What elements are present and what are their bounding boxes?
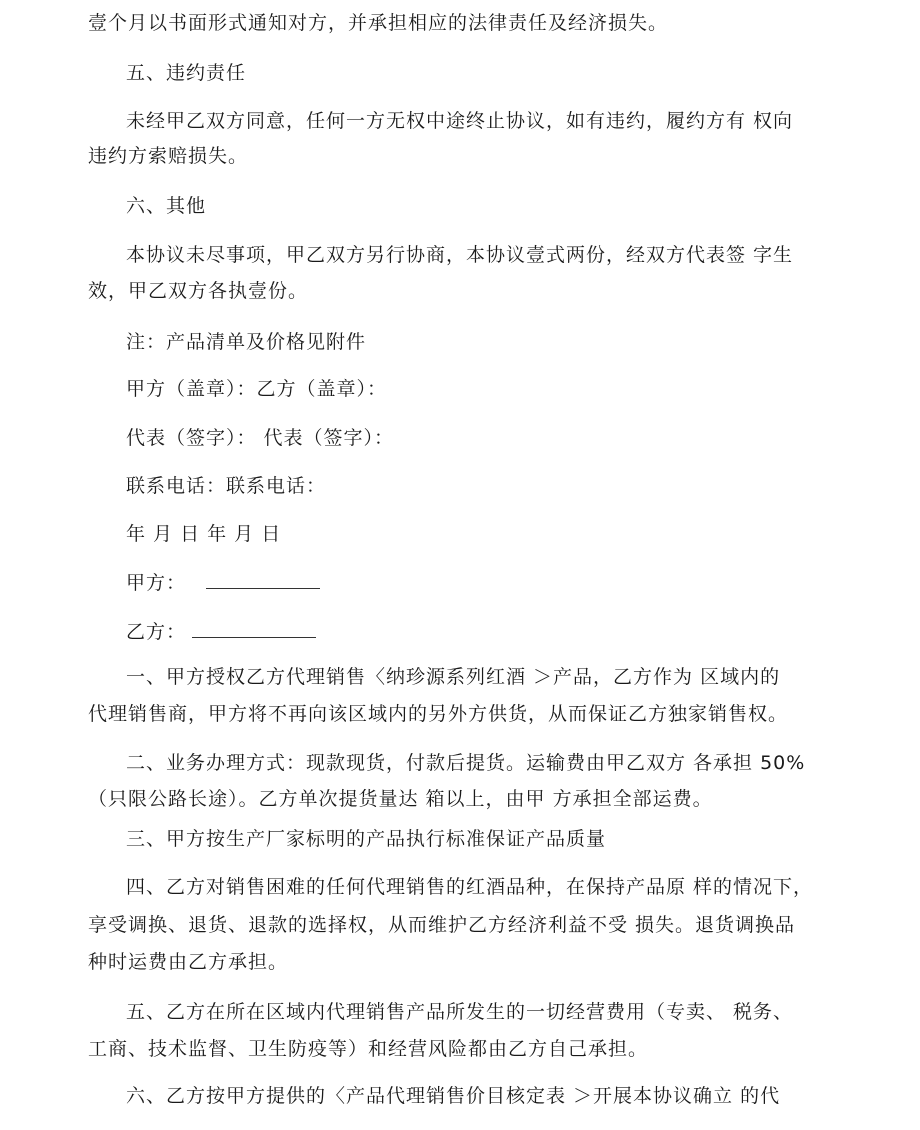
text-line: 效，甲乙双方各执壹份。 [88,280,309,302]
party-b-label: 乙方： [126,621,187,643]
text-line: 一、甲方授权乙方代理销售〈纳珍源系列红酒 ＞产品，乙方作为 区域内的 [126,666,781,688]
text-line: 未经甲乙双方同意，任何一方无权中途终止协议，如有违约，履约方有 权向 [126,110,794,132]
text-line: 壹个月以书面形式通知对方，并承担相应的法律责任及经济损失。 [88,12,669,34]
party-a-label: 甲方： [126,572,187,594]
note-line: 注：产品清单及价格见附件 [126,331,367,353]
text-line: 本协议未尽事项，甲乙双方另行协商，本协议壹式两份，经双方代表签 字生 [126,244,794,266]
date-line: 年 月 日 年 月 日 [126,523,282,545]
text-line: 五、乙方在所在区域内代理销售产品所发生的一切经营费用（专卖、 税务、 [126,1001,794,1023]
party-a-line [126,572,320,593]
seal-line: 甲方（盖章）：乙方（盖章）： [126,378,388,400]
phone-line: 联系电话：联系电话： [126,475,327,497]
party-b-line [126,621,316,642]
section-heading: 六、其他 [126,195,207,217]
text-line: 三、甲方按生产厂家标明的产品执行标准保证产品质量 [126,828,607,850]
signature-line: 代表（签字）： 代表（签字）： [126,427,395,449]
party-a-blank [206,572,320,589]
text-line: 四、乙方对销售困难的任何代理销售的红酒品种，在保持产品原 样的情况下， [126,876,814,898]
text-line: 享受调换、退货、退款的选择权，从而维护乙方经济利益不受 损失。退货调换品 [88,914,796,936]
text-line: 六、乙方按甲方提供的〈产品代理销售价目核定表 ＞开展本协议确立 的代 [126,1085,781,1107]
section-heading: 五、违约责任 [126,62,247,84]
text-line: 种时运费由乙方承担。 [88,951,289,973]
text-line: （只限公路长途）。乙方单次提货量达 箱以上，由甲 方承担全部运费。 [88,788,713,810]
text-line: 代理销售商，甲方将不再向该区域内的另外方供货，从而保证乙方独家销售权。 [88,703,789,725]
text-line: 二、业务办理方式：现款现货，付款后提货。运输费由甲乙双方 各承担 50% [126,752,806,774]
party-b-blank [192,621,316,638]
text-line: 违约方索赔损失。 [88,145,249,167]
text-line: 工商、技术监督、卫生防疫等）和经营风险都由乙方自己承担。 [88,1038,649,1060]
